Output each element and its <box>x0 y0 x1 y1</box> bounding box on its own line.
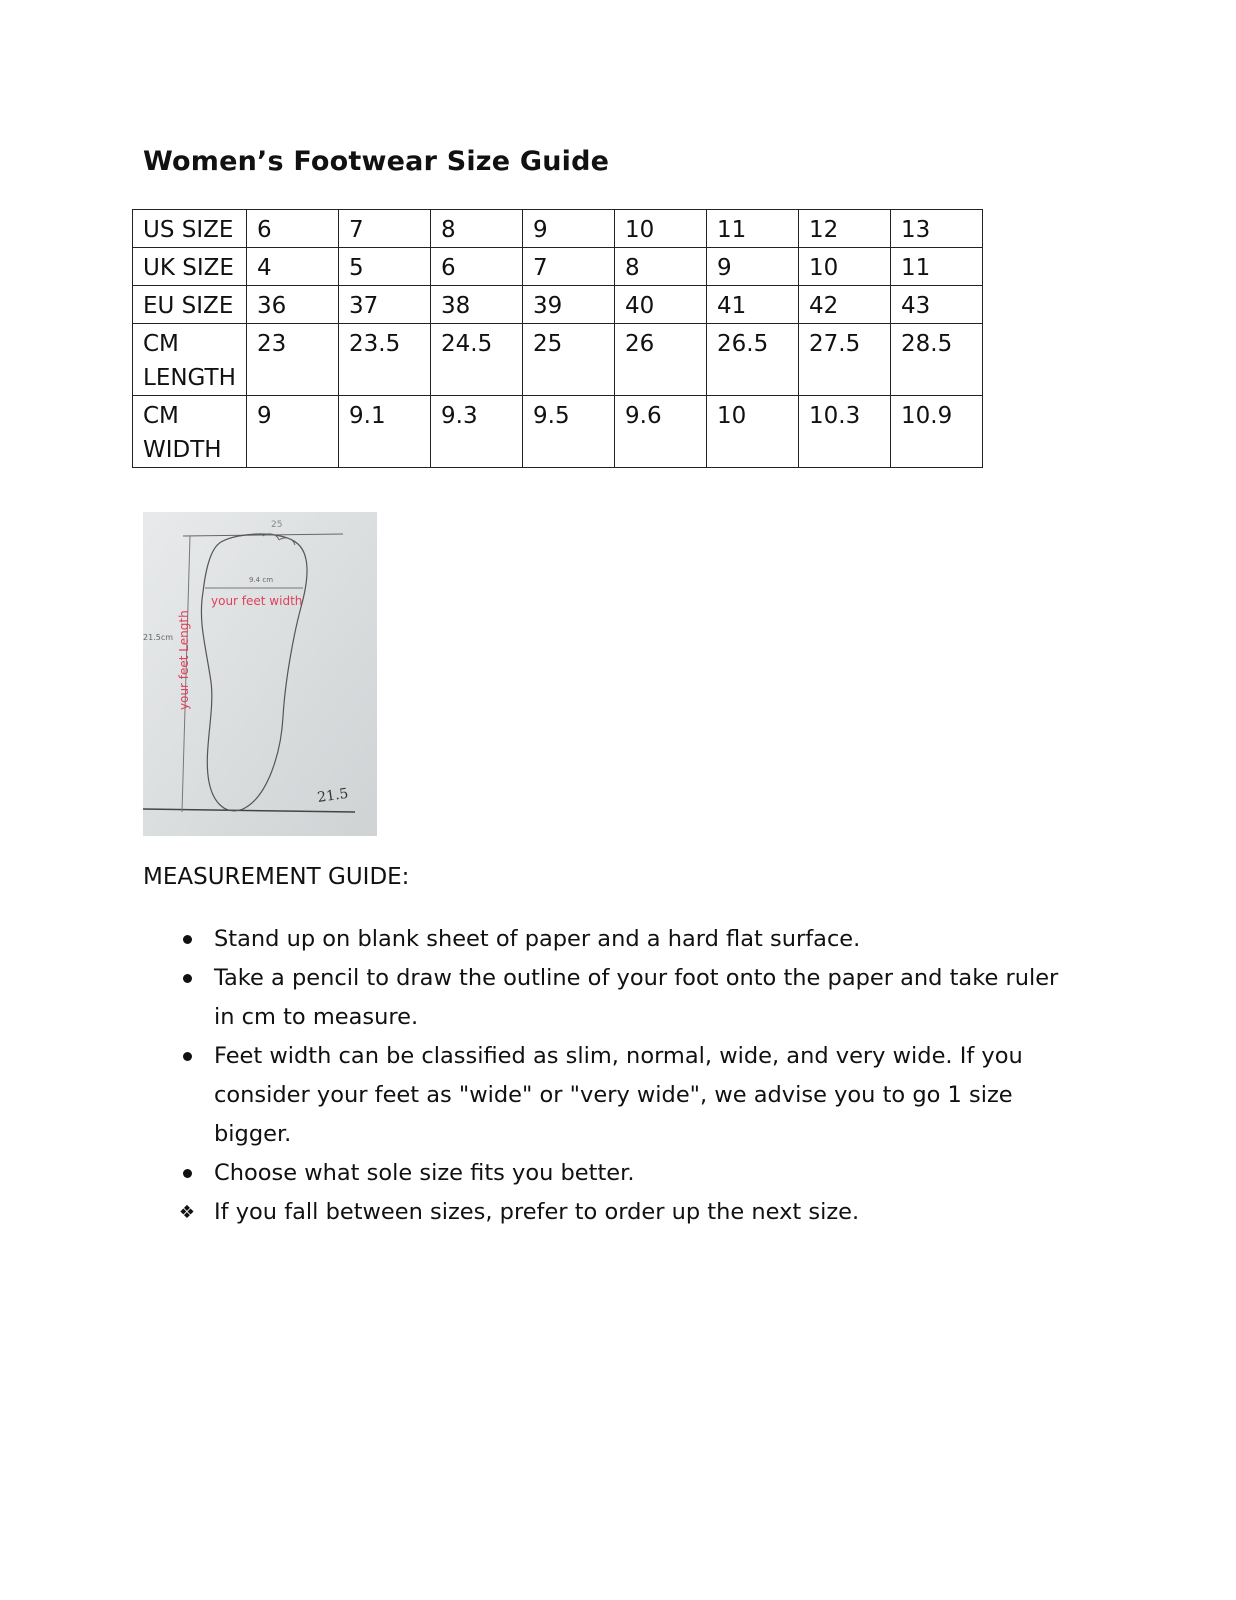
size-cell: 8 <box>615 248 707 286</box>
measurement-guide-list <box>176 920 1076 1232</box>
size-cell: 5 <box>339 248 431 286</box>
size-row-label: CM WIDTH <box>133 396 247 468</box>
size-cell: 39 <box>523 286 615 324</box>
size-cell: 10.9 <box>891 396 983 468</box>
size-table-row <box>133 248 983 286</box>
size-cell: 12 <box>799 210 891 248</box>
size-cell: 38 <box>431 286 523 324</box>
size-cell: 40 <box>615 286 707 324</box>
page-title: Women’s Footwear Size Guide <box>143 146 610 177</box>
size-cell: 26.5 <box>707 324 799 396</box>
size-cell: 25 <box>523 324 615 396</box>
size-cell: 9.5 <box>523 396 615 468</box>
size-cell: 42 <box>799 286 891 324</box>
size-row-label: CM LENGTH <box>133 324 247 396</box>
size-cell: 23 <box>247 324 339 396</box>
size-cell: 24.5 <box>431 324 523 396</box>
guide-item-text: Feet width can be classified as slim, normal, wide, and very wide. If you consider your feet as "wide" or "very wide", we advise you to go 1 size bigger. <box>214 1043 1023 1147</box>
foot-measurement-photo <box>143 512 377 836</box>
handwritten-left: 21.5cm <box>143 633 174 642</box>
size-row-label: EU SIZE <box>133 286 247 324</box>
size-table-row <box>133 324 983 396</box>
size-cell: 6 <box>431 248 523 286</box>
handwritten-width: 9.4 cm <box>249 576 274 584</box>
size-cell: 37 <box>339 286 431 324</box>
size-cell: 9.1 <box>339 396 431 468</box>
size-cell: 4 <box>247 248 339 286</box>
size-cell: 9 <box>707 248 799 286</box>
size-cell: 8 <box>431 210 523 248</box>
size-cell: 13 <box>891 210 983 248</box>
size-row-label: US SIZE <box>133 210 247 248</box>
foot-outline-illustration <box>143 512 377 836</box>
size-cell: 9.3 <box>431 396 523 468</box>
size-row-label: UK SIZE <box>133 248 247 286</box>
size-cell: 36 <box>247 286 339 324</box>
size-cell: 10 <box>615 210 707 248</box>
guide-item-text: If you fall between sizes, prefer to order up the next size. <box>214 1199 860 1225</box>
size-cell: 9 <box>247 396 339 468</box>
size-cell: 10 <box>799 248 891 286</box>
size-cell: 43 <box>891 286 983 324</box>
guide-list-item <box>176 1154 1076 1193</box>
size-cell: 11 <box>707 210 799 248</box>
bullet-icon <box>176 1154 198 1178</box>
size-cell: 7 <box>339 210 431 248</box>
size-cell: 9.6 <box>615 396 707 468</box>
feet-length-label: your feet Length <box>177 610 191 710</box>
bullet-icon <box>176 959 198 983</box>
size-cell: 28.5 <box>891 324 983 396</box>
size-cell: 11 <box>891 248 983 286</box>
size-cell: 9 <box>523 210 615 248</box>
size-cell: 23.5 <box>339 324 431 396</box>
handwritten-top: 25 <box>271 520 283 530</box>
size-table-row <box>133 396 983 468</box>
size-cell: 41 <box>707 286 799 324</box>
guide-list-item <box>176 1193 1076 1232</box>
bullet-icon <box>176 1037 198 1061</box>
size-table-row <box>133 210 983 248</box>
measurement-guide-heading: MEASUREMENT GUIDE: <box>143 864 410 890</box>
guide-item-text: Choose what sole size fits you better. <box>214 1160 635 1186</box>
guide-item-text: Take a pencil to draw the outline of your foot onto the paper and take ruler in cm to measure. <box>214 965 1059 1030</box>
size-table-row <box>133 286 983 324</box>
guide-list-item <box>176 920 1076 959</box>
size-cell: 26 <box>615 324 707 396</box>
size-cell: 10.3 <box>799 396 891 468</box>
size-cell: 7 <box>523 248 615 286</box>
guide-list-item <box>176 959 1076 1037</box>
handwritten-bottom: 21.5 <box>316 785 350 806</box>
size-cell: 27.5 <box>799 324 891 396</box>
bullet-icon <box>176 920 198 944</box>
size-cell: 6 <box>247 210 339 248</box>
size-table <box>132 209 983 468</box>
guide-list-item <box>176 1037 1076 1154</box>
diamond-bullet-icon: ❖ <box>178 1202 196 1223</box>
size-cell: 10 <box>707 396 799 468</box>
feet-width-label: your feet width <box>211 594 303 608</box>
guide-item-text: Stand up on blank sheet of paper and a hard flat surface. <box>214 926 861 952</box>
